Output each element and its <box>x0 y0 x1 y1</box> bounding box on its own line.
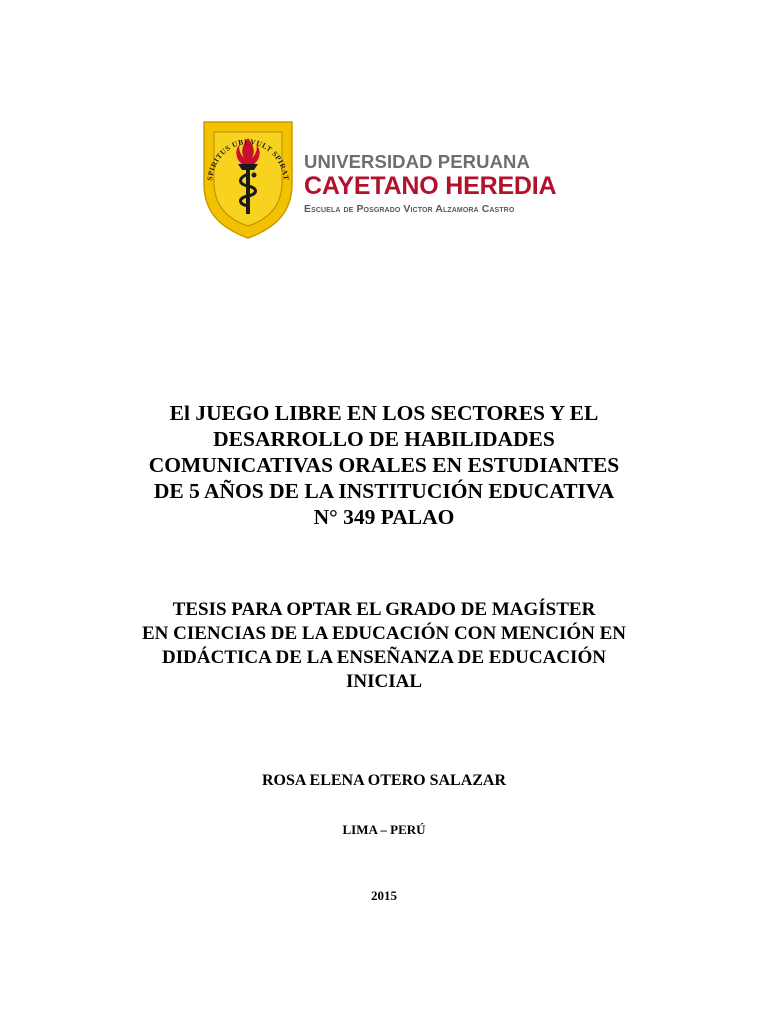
university-name-line2: CAYETANO HEREDIA <box>304 172 557 200</box>
degree-line: TESIS PARA OPTAR EL GRADO DE MAGÍSTER <box>172 599 596 620</box>
thesis-title-line: DESARROLLO DE HABILIDADES <box>213 427 555 451</box>
university-logo <box>200 118 620 240</box>
thesis-title <box>100 400 668 530</box>
university-name-block <box>304 152 556 215</box>
degree-line: DIDÁCTICA DE LA ENSEÑANZA DE EDUCACIÓN <box>162 647 606 668</box>
thesis-title-line: El JUEGO LIBRE EN LOS SECTORES Y EL <box>169 401 599 425</box>
degree-line: EN CIENCIAS DE LA EDUCACIÓN CON MENCIÓN EN <box>141 623 627 644</box>
publication-year: 2015 <box>371 888 397 903</box>
university-seal-icon <box>200 118 296 240</box>
degree-line: INICIAL <box>345 671 423 692</box>
thesis-title-line: COMUNICATIVAS ORALES EN ESTUDIANTES <box>148 453 620 477</box>
city-country: LIMA – PERÚ <box>342 822 426 837</box>
degree-statement <box>100 598 668 694</box>
thesis-title-line: DE 5 AÑOS DE LA INSTITUCIÓN EDUCATIVA <box>153 479 615 503</box>
author-name: ROSA ELENA OTERO SALAZAR <box>261 772 507 789</box>
seal-motto: SPIRITUS UBI VULT SPIRAT <box>205 137 291 182</box>
university-name-line1: UNIVERSIDAD PERUANA <box>304 151 530 172</box>
graduate-school-name: Escuela de Posgrado Victor Alzamora Castro <box>304 203 515 215</box>
thesis-title-line: N° 349 PALAO <box>313 505 455 529</box>
